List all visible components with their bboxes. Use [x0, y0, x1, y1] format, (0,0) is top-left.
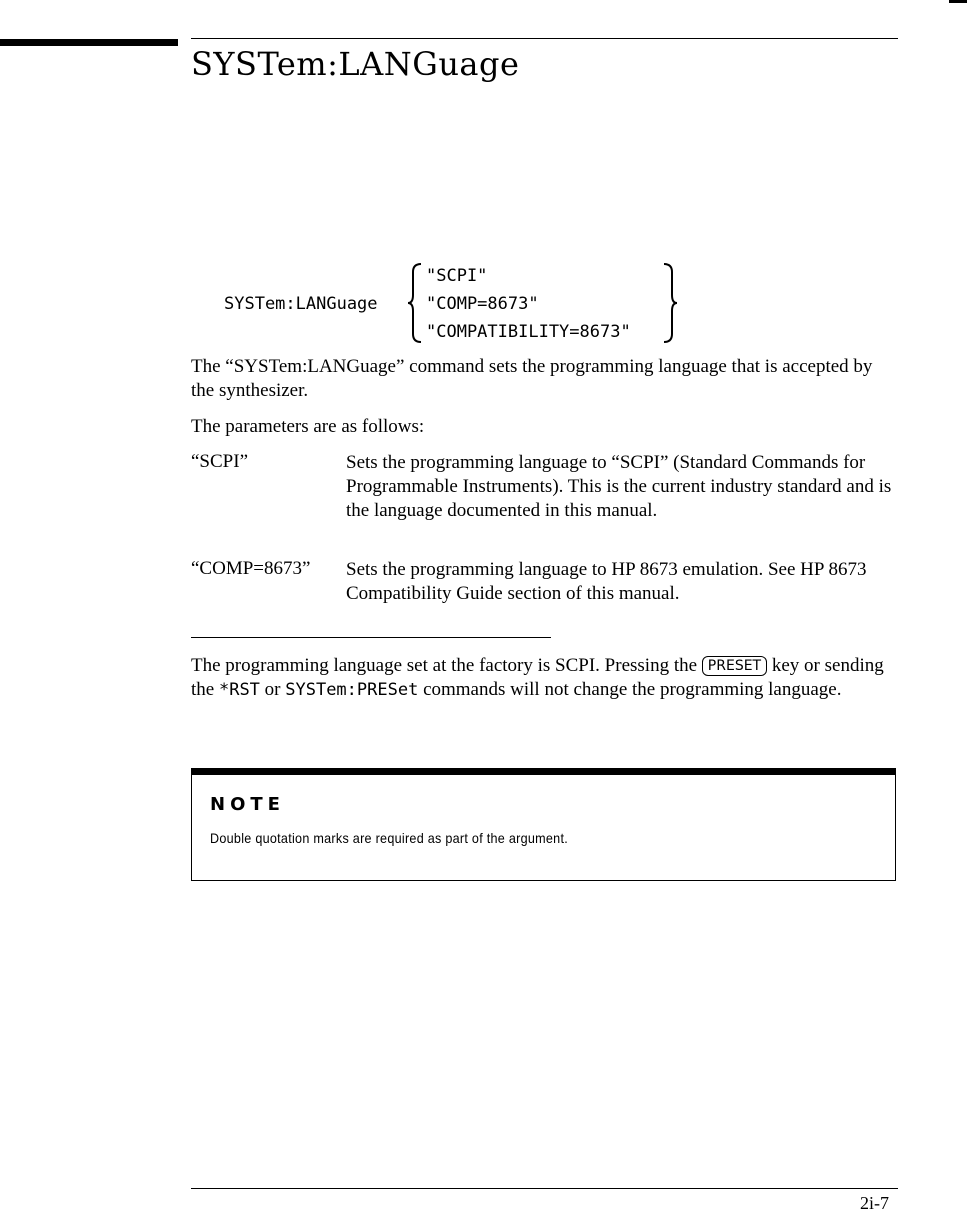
factory-text: key or sending the [191, 655, 884, 700]
code-rst: *RST [218, 680, 260, 700]
note-title: NOTE [210, 794, 285, 815]
param-term: “COMP=8673” [191, 558, 311, 579]
syntax-option: "COMPATIBILITY=8673" [426, 322, 631, 342]
footer-rule [191, 1188, 898, 1189]
syntax-option: "COMP=8673" [426, 294, 539, 314]
header-rule [191, 38, 898, 39]
param-definition: Sets the programming language to HP 8673 emulation. See HP 8673 Compatibility Guide section of this manual. [346, 559, 867, 604]
params-intro: The parameters are as follows: [191, 416, 425, 437]
note-text: Double quotation marks are required as part of the argument. [210, 830, 569, 846]
factory-paragraph [191, 654, 891, 702]
param-definition: Sets the programming language to “SCPI” (Standard Commands for Programmable Instruments). This is the current industry standard and is the language documented in this manual. [346, 452, 892, 521]
syntax-brace-left [407, 262, 425, 344]
factory-text: commands will not change the programming language. [418, 679, 842, 700]
corner-tab-mark [949, 0, 967, 3]
section-divider [191, 637, 551, 638]
syntax-option: "SCPI" [426, 266, 488, 286]
section-marker-bar [0, 39, 178, 46]
preset-key: PRESET [702, 656, 767, 676]
factory-text: The programming language set at the factory is SCPI. Pressing the [191, 655, 702, 676]
page-title: SYSTem:LANGuage [191, 45, 520, 83]
syntax-command: SYSTem:LANGuage [224, 294, 378, 314]
code-system-preset: SYSTem:PRESet [285, 680, 419, 700]
intro-paragraph: The “SYSTem:LANGuage” command sets the programming language that is accepted by the synthesizer. [191, 356, 873, 401]
param-term: “SCPI” [191, 451, 248, 472]
syntax-brace-right [660, 262, 678, 344]
page-number: 2i-7 [860, 1193, 889, 1213]
note-box [191, 768, 896, 881]
factory-text: or [259, 679, 286, 700]
